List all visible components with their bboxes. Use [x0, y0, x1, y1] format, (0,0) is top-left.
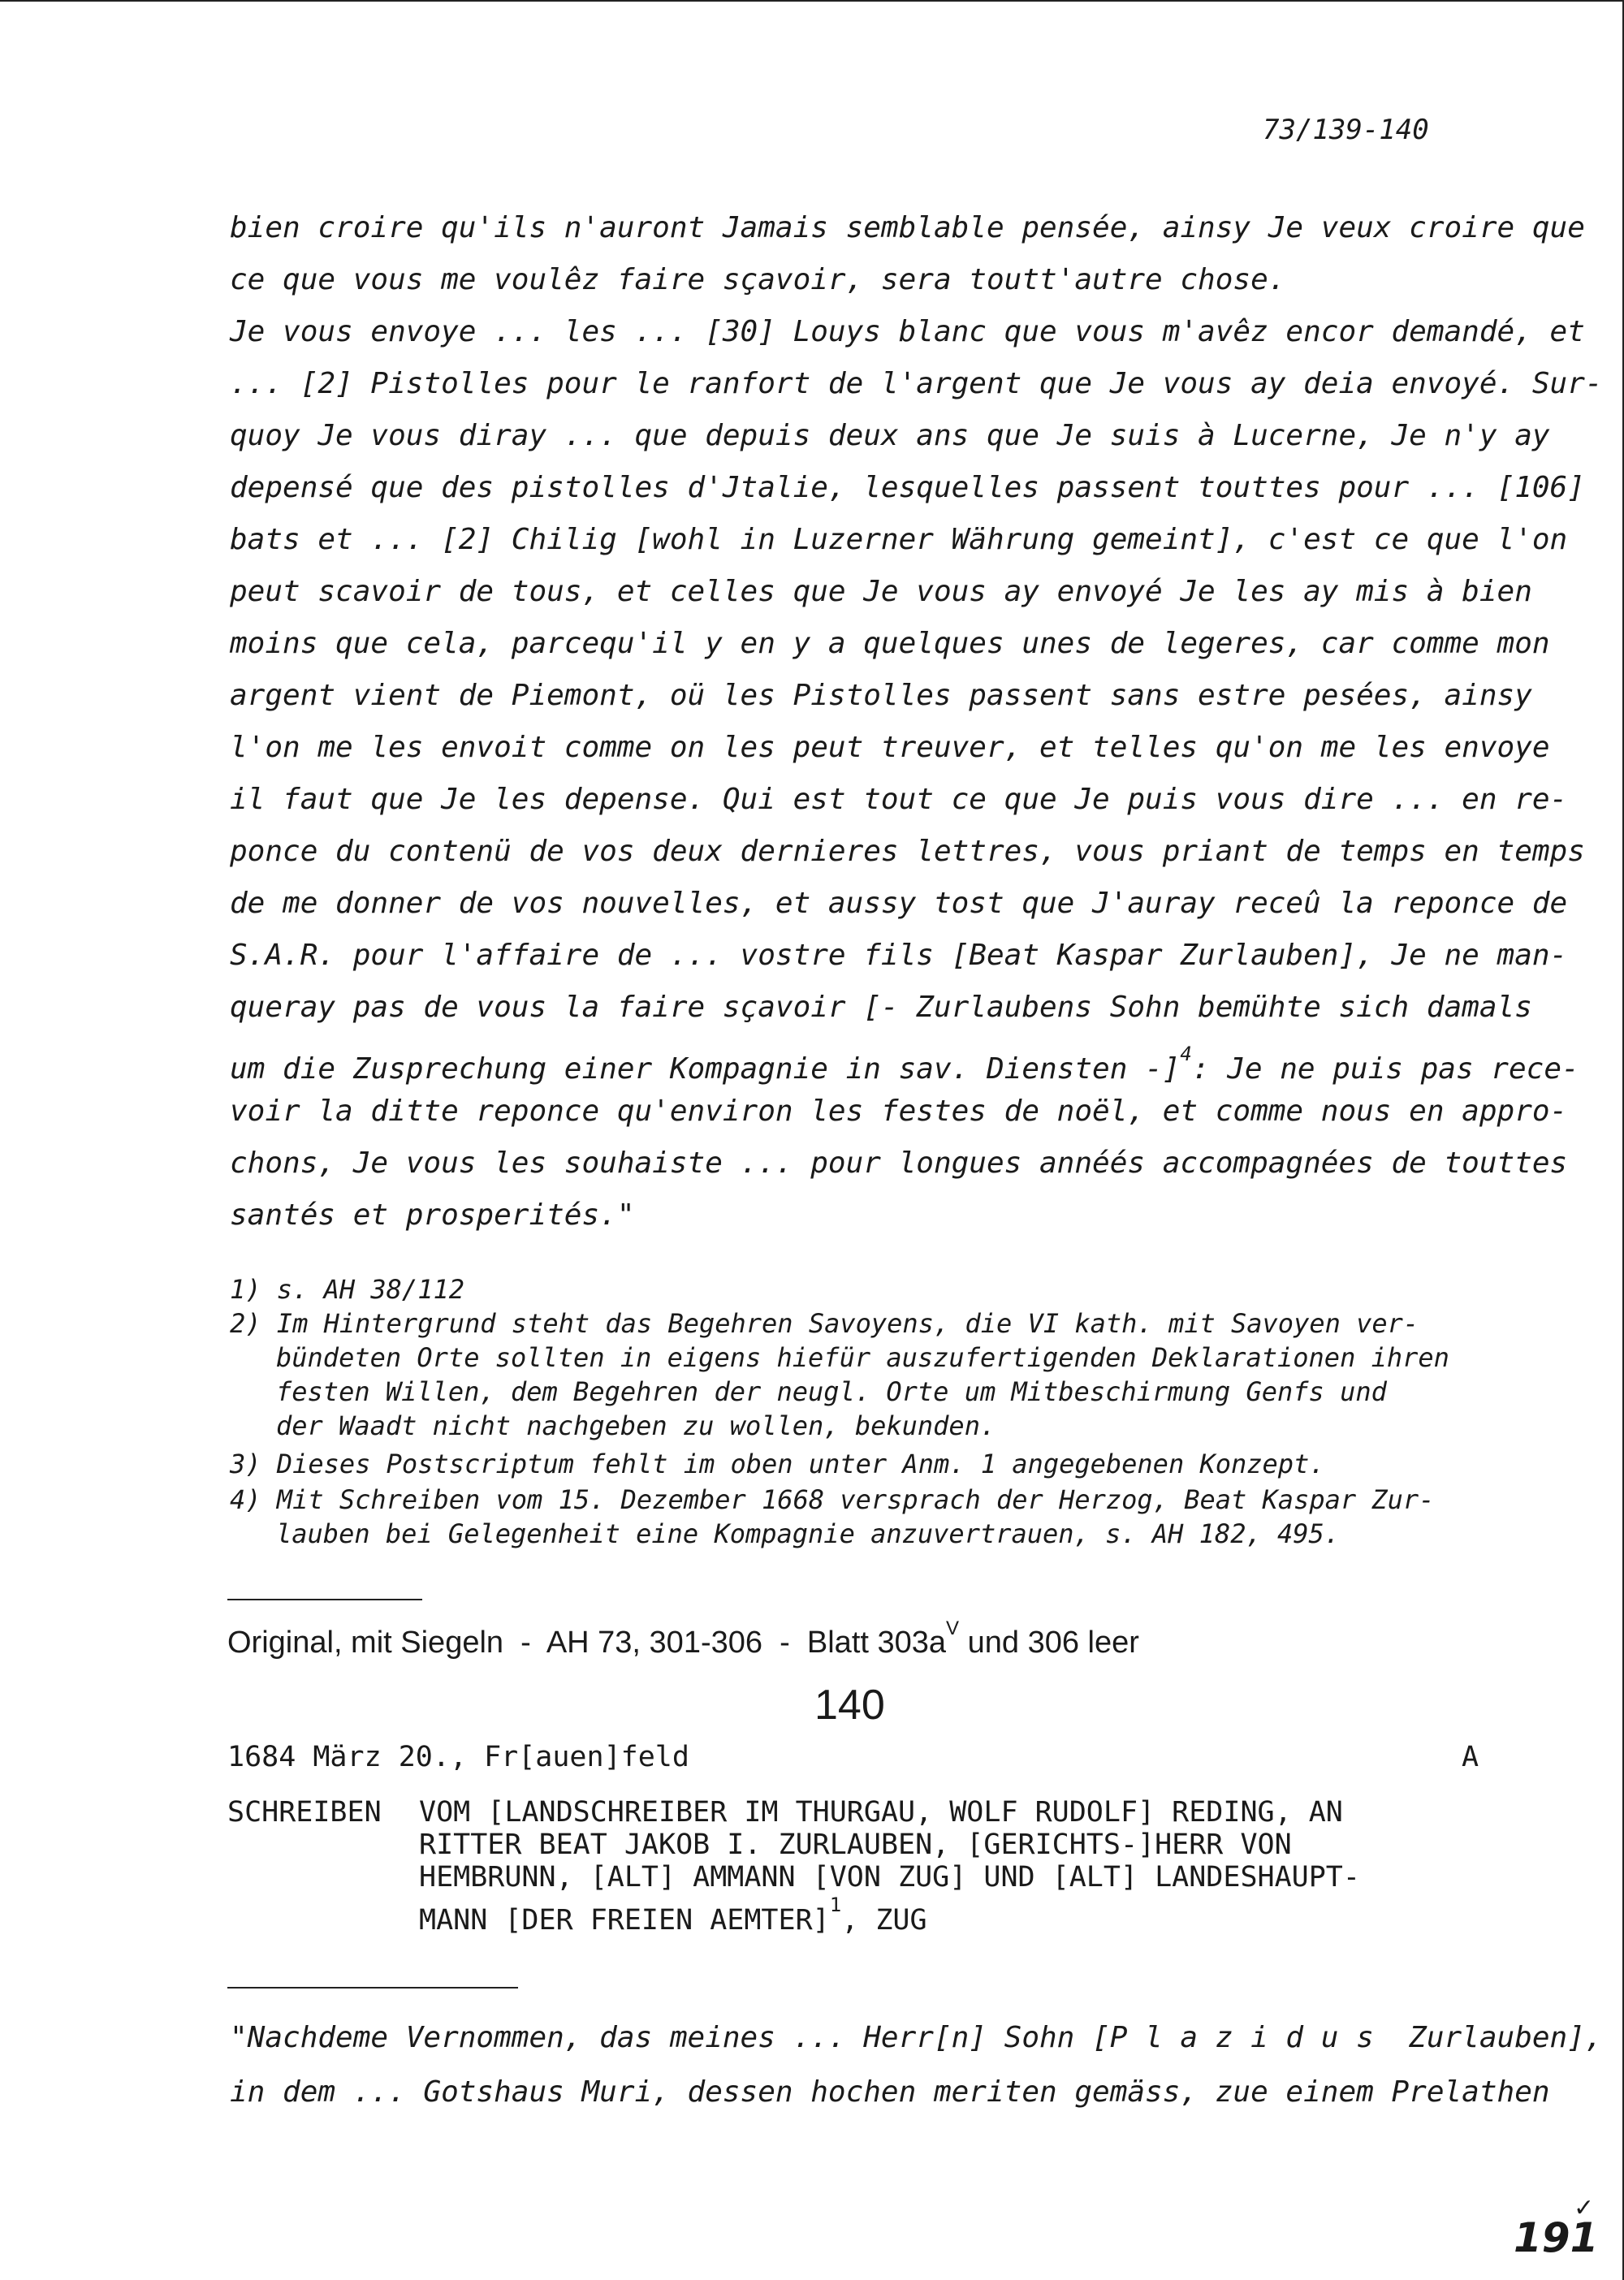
footnote-number: 1)	[230, 1274, 261, 1305]
body-line: santés et prosperités."	[230, 1198, 635, 1232]
body-line: Je vous envoye ... les ... [30] Louys blanc que vous m'avêz encor demandé, et	[230, 315, 1585, 348]
regest-line	[419, 1894, 927, 1937]
body-line: bats et ... [2] Chilig [wohl in Luzerner Währung gemeint], c'est ce que l'on	[230, 523, 1568, 556]
footnote-1	[230, 1274, 464, 1305]
body-line: l'on me les envoit comme on les peut treuver, et telles qu'on me les envoye	[230, 731, 1550, 764]
footnote-number: 2)	[230, 1308, 261, 1339]
body-line: depensé que des pistolles d'Jtalie, lesquelles passent touttes pour ... [106]	[230, 471, 1585, 504]
page-reference: 73/139-140	[1263, 114, 1429, 146]
body-line: moins que cela, parcequ'il y en y a quelques unes de legeres, car comme mon	[230, 627, 1550, 660]
body-line: il faut que Je les depense. Qui est tout ce que Je puis vous dire ... en re-	[230, 783, 1568, 816]
regest-line: RITTER BEAT JAKOB I. ZURLAUBEN, [GERICHTS-]HERR VON	[419, 1829, 1292, 1861]
footnote-4	[230, 1484, 1434, 1515]
footnote-number: 4)	[230, 1484, 261, 1515]
document-number: 140	[814, 1682, 885, 1729]
section-divider	[227, 1987, 518, 1989]
document-type-letter: A	[1462, 1741, 1479, 1773]
regest-tail: , ZUG	[841, 1904, 927, 1937]
body-line: queray pas de vous la faire sçavoir [- Zurlaubens Sohn bemühte sich damals	[230, 991, 1532, 1024]
footnote-number: 3)	[230, 1449, 261, 1479]
archive-folio-mark: 191	[1514, 2214, 1599, 2261]
footnote-text: Dieses Postscriptum fehlt im oben unter Anm. 1 angegebenen Konzept.	[276, 1449, 1325, 1479]
body-line-text: um die Zusprechung einer Kompagnie in sav. Diensten -]	[230, 1052, 1181, 1086]
footnote-3	[230, 1449, 1325, 1479]
regest-line: HEMBRUNN, [ALT] AMMANN [VON ZUG] UND [ALT] LANDESHAUPT-	[419, 1861, 1360, 1894]
dateline: 1684 März 20., Fr[auen]feld	[227, 1741, 689, 1773]
body-line: argent vient de Piemont, oü les Pistolles passent sans estre pesées, ainsy	[230, 679, 1532, 712]
regest-footnote-ref: 1	[829, 1894, 842, 1916]
footnote-line	[230, 1342, 1449, 1373]
source-note-text: Original, mit Siegeln - AH 73, 301-306 - Blatt 303a	[227, 1626, 947, 1660]
body-line	[230, 1043, 1579, 1086]
footnote-text: Im Hintergrund steht das Begehren Savoyens, die VI kath. mit Savoyen ver-	[276, 1308, 1419, 1339]
footnote-line	[230, 1410, 996, 1441]
body-line: chons, Je vous les souhaiste ... pour longues annéés accompagnées de touttes	[230, 1146, 1568, 1180]
body-line-text: : Je ne puis pas rece-	[1191, 1052, 1579, 1086]
check-mark: ✓	[1574, 2194, 1595, 2222]
body-line: peut scavoir de tous, et celles que Je vous ay envoyé Je les ay mis à bien	[230, 575, 1532, 608]
source-note	[227, 1617, 1139, 1660]
body-line: S.A.R. pour l'affaire de ... vostre fils [Beat Kaspar Zurlauben], Je ne man-	[230, 939, 1568, 972]
source-note-superscript: V	[946, 1617, 960, 1639]
source-note-tail: und 306 leer	[959, 1626, 1139, 1660]
regest-text: MANN [DER FREIEN AEMTER]	[419, 1904, 830, 1937]
footnote-text: festen Willen, dem Begehren der neugl. Orte um Mitbeschirmung Genfs und	[276, 1376, 1387, 1407]
body-line: de me donner de vos nouvelles, et aussy tost que J'auray receû la reponce de	[230, 887, 1568, 920]
footnote-text: bündeten Orte sollten in eigens hiefür auszufertigenden Deklarationen ihren	[276, 1342, 1449, 1373]
body-line: ce que vous me voulêz faire sçavoir, sera toutt'autre chose.	[230, 263, 1286, 296]
body-line: voir la ditte reponce qu'environ les festes de noël, et comme nous en appro-	[230, 1095, 1568, 1128]
section-divider	[227, 1599, 422, 1600]
body-line: ponce du contenü de vos deux dernieres lettres, vous priant de temps en temps	[230, 835, 1585, 868]
footnote-text: lauben bei Gelegenheit eine Kompagnie anzuvertrauen, s. AH 182, 495.	[276, 1518, 1341, 1549]
regest-label: SCHREIBEN	[227, 1796, 382, 1829]
footnote-line	[230, 1518, 1340, 1549]
body-line: ... [2] Pistolles pour le ranfort de l'argent que Je vous ay deia envoyé. Sur-	[230, 367, 1603, 400]
footnote-ref-4: 4	[1180, 1043, 1192, 1065]
regest-line: VOM [LANDSCHREIBER IM THURGAU, WOLF RUDOLF] REDING, AN	[419, 1796, 1343, 1829]
footnote-text: Mit Schreiben vom 15. Dezember 1668 versprach der Herzog, Beat Kaspar Zur-	[276, 1484, 1435, 1515]
body-line: quoy Je vous diray ... que depuis deux ans que Je suis à Lucerne, Je n'y ay	[230, 419, 1550, 452]
body-line: "Nachdeme Vernommen, das meines ... Herr[n] Sohn [P l a z i d u s Zurlauben],	[230, 2021, 1603, 2054]
footnote-text: der Waadt nicht nachgeben zu wollen, bekunden.	[276, 1410, 996, 1441]
footnote-text: s. AH 38/112	[276, 1274, 464, 1305]
footnote-2	[230, 1308, 1419, 1339]
footnote-line	[230, 1376, 1387, 1407]
body-line: bien croire qu'ils n'auront Jamais semblable pensée, ainsy Je veux croire que	[230, 211, 1585, 244]
body-line: in dem ... Gotshaus Muri, dessen hochen meriten gemäss, zue einem Prelathen	[230, 2075, 1550, 2109]
